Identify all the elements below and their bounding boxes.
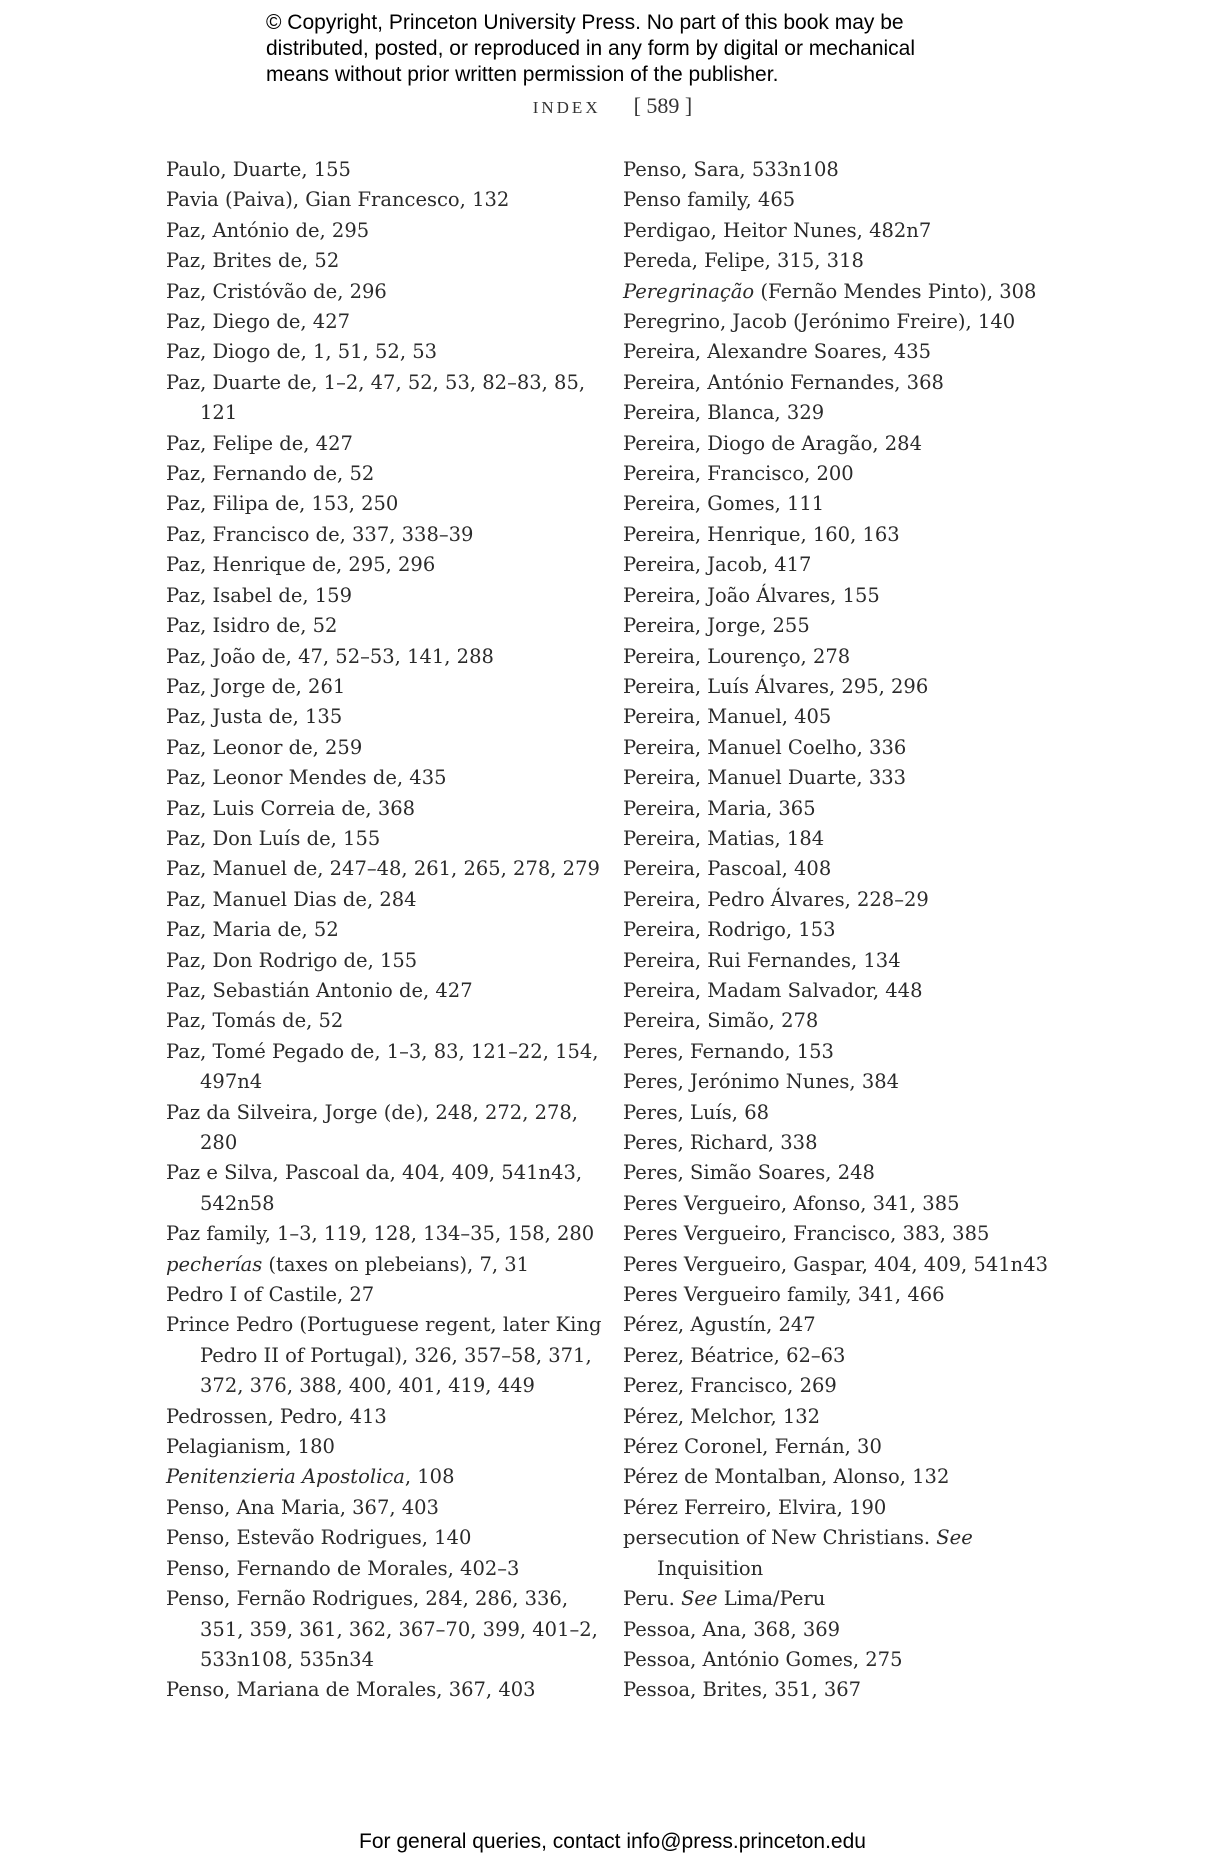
index-entry: [166, 277, 606, 307]
index-entry-text: Peres, Richard, 338: [623, 1131, 818, 1154]
index-entry-text: Perdigao, Heitor Nunes, 482n7: [623, 218, 932, 242]
index-entry: [166, 976, 606, 1006]
index-entry-text: , 108: [404, 1465, 455, 1489]
index-entry-text: Pessoa, Brites, 351, 367: [623, 1678, 862, 1702]
index-entry: [623, 702, 1063, 732]
index-entry-text: Penso, Sara, 533n108: [623, 158, 839, 181]
index-entry: [623, 976, 1063, 1006]
index-entry-text: Paulo, Duarte, 155: [166, 158, 351, 181]
index-entry-text: Paz, Filipa de, 153, 250: [166, 492, 399, 516]
index-entry: [623, 277, 1063, 307]
index-entry-italic: Penitenzieria Apostolica: [166, 1465, 405, 1489]
index-entry-see-target: Inquisition: [657, 1556, 764, 1580]
index-entry: [623, 1310, 1063, 1340]
index-entry: [623, 1675, 1063, 1705]
index-entry-text: Paz, Duarte de, 1–2, 47, 52, 53, 82–83, 85, 121: [166, 370, 586, 425]
index-entry-text: Pessoa, António Gomes, 275: [623, 1647, 903, 1671]
index-entry-text: Prince Pedro (Portuguese regent, later King Pedro II of Portugal), 326, 357–58, 371, 372, 376, 388, 400, 401, 419, 449: [166, 1313, 602, 1398]
index-entry: [623, 1523, 1063, 1584]
index-entry: [166, 1158, 606, 1219]
index-entry-text: Pérez Ferreiro, Elvira, 190: [623, 1495, 887, 1519]
index-entry: [166, 1006, 606, 1036]
index-entry: [623, 1402, 1063, 1432]
index-entry: [623, 155, 1063, 185]
index-entry: [166, 337, 606, 367]
index-entry-text: Pessoa, Ana, 368, 369: [623, 1617, 841, 1641]
index-entry-text: Paz da Silveira, Jorge (de), 248, 272, 278, 280: [166, 1100, 579, 1154]
index-entry: [166, 581, 606, 611]
index-entry: [623, 1280, 1063, 1310]
index-entry: [623, 520, 1063, 550]
index-entry-text: Paz e Silva, Pascoal da, 404, 409, 541n43, 542n58: [166, 1161, 583, 1215]
index-entry: [166, 489, 606, 519]
index-entry: [166, 672, 606, 702]
index-entry: [166, 1675, 606, 1705]
index-entry: [623, 398, 1063, 428]
copyright-line: means without prior written permission of the publisher.: [266, 63, 779, 86]
index-entry: [166, 1493, 606, 1523]
index-entry-text: Pereira, Manuel Duarte, 333: [623, 766, 907, 790]
index-entry: [166, 611, 606, 641]
index-entry-text: Pereda, Felipe, 315, 318: [623, 249, 864, 273]
index-entry-text: Pereira, Matias, 184: [623, 826, 825, 850]
index-entry-italic: pecherías: [166, 1252, 263, 1276]
index-entry-text: Pereira, Blanca, 329: [623, 401, 825, 425]
index-entry-text: Peres Vergueiro family, 341, 466: [623, 1283, 945, 1307]
index-entry-text: Paz, Francisco de, 337, 338–39: [166, 522, 474, 546]
index-entry-text: persecution of New Christians.: [623, 1526, 937, 1550]
index-entry-text: Peregrino, Jacob (Jerónimo Freire), 140: [623, 310, 1016, 334]
index-entry: [166, 459, 606, 489]
index-entry-text: Perez, Francisco, 269: [623, 1374, 837, 1398]
index-entry: [166, 1523, 606, 1553]
index-entry-text: Paz, Leonor de, 259: [166, 735, 363, 759]
index-entry: [623, 946, 1063, 976]
index-entry-text: Paz, Manuel de, 247–48, 261, 265, 278, 279: [166, 857, 600, 881]
index-entry: [623, 642, 1063, 672]
index-entry: [166, 885, 606, 915]
index-entry-text: Pereira, Jorge, 255: [623, 614, 810, 638]
index-entry: [623, 246, 1063, 276]
index-entry: [623, 672, 1063, 702]
index-entry-text: Pedrossen, Pedro, 413: [166, 1404, 387, 1428]
index-entry-text: Penso, Mariana de Morales, 367, 403: [166, 1678, 536, 1702]
index-entry-text: Penso, Fernando de Morales, 402–3: [166, 1556, 520, 1580]
index-entry: [166, 307, 606, 337]
index-entry: [166, 1037, 606, 1098]
index-entry: [166, 1250, 606, 1280]
index-entry-text: Paz, Isabel de, 159: [166, 583, 352, 607]
index-entry: [623, 459, 1063, 489]
index-entry-see-target: Lima/Peru: [717, 1587, 826, 1611]
index-entry: [166, 155, 606, 185]
index-entry: [623, 1037, 1063, 1067]
index-entry-text: Pérez Coronel, Fernán, 30: [623, 1435, 882, 1459]
index-entry: [166, 824, 606, 854]
index-entry-text: Paz, João de, 47, 52–53, 141, 288: [166, 644, 494, 668]
index-entry: [623, 1493, 1063, 1523]
index-entry-text: Pereira, Madam Salvador, 448: [623, 978, 923, 1002]
index-entry-text: Paz, Leonor Mendes de, 435: [166, 766, 447, 790]
index-entry: [166, 1219, 606, 1249]
index-entry-see: See: [936, 1526, 973, 1550]
index-entry-text: Paz family, 1–3, 119, 128, 134–35, 158, 280: [166, 1222, 595, 1246]
index-entry: [623, 1219, 1063, 1249]
index-entry: [166, 1584, 606, 1675]
copyright-line: © Copyright, Princeton University Press. No part of this book may be: [266, 11, 904, 34]
index-entry-text: Pereira, Manuel Coelho, 336: [623, 735, 907, 759]
index-entry: [623, 1584, 1063, 1614]
index-entry-text: Pereira, Henrique, 160, 163: [623, 522, 900, 546]
index-entry-text: Pérez, Melchor, 132: [623, 1404, 821, 1428]
index-entry-text: (taxes on plebeians), 7, 31: [262, 1252, 530, 1276]
index-entry-text: Pereira, Rui Fernandes, 134: [623, 948, 901, 972]
index-entry-text: Paz, Diego de, 427: [166, 310, 351, 334]
index-entry: [623, 763, 1063, 793]
index-entry: [623, 1645, 1063, 1675]
index-entry: [623, 550, 1063, 580]
index-entry-text: Peres Vergueiro, Afonso, 341, 385: [623, 1191, 960, 1215]
index-entry-text: Pérez, Agustín, 247: [623, 1313, 816, 1337]
index-entry: [623, 581, 1063, 611]
index-entry: [166, 368, 606, 429]
index-entry-text: Paz, Cristóvão de, 296: [166, 279, 387, 303]
index-entry: [623, 1158, 1063, 1188]
index-entry-text: Paz, Jorge de, 261: [166, 674, 346, 698]
index-entry: [166, 246, 606, 276]
index-entry: [166, 794, 606, 824]
index-entry: [166, 429, 606, 459]
index-entry: [166, 1402, 606, 1432]
index-entry: [623, 1462, 1063, 1492]
index-entry: [623, 1341, 1063, 1371]
page-number: [ 589 ]: [633, 93, 693, 118]
index-entry-text: Paz, Sebastián Antonio de, 427: [166, 978, 473, 1002]
index-entry-text: Perez, Béatrice, 62–63: [623, 1343, 846, 1367]
index-entry-text: Paz, Justa de, 135: [166, 705, 343, 729]
index-entry-text: Peres, Simão Soares, 248: [623, 1161, 875, 1185]
index-entry: [166, 1432, 606, 1462]
index-entry: [623, 1250, 1063, 1280]
index-entry-text: Peres, Fernando, 153: [623, 1039, 834, 1063]
index-entry-text: Paz, Maria de, 52: [166, 918, 339, 942]
index-entry: [623, 824, 1063, 854]
index-entry-text: Penso, Estevão Rodrigues, 140: [166, 1526, 472, 1550]
index-entry: [623, 733, 1063, 763]
index-entry: [623, 185, 1063, 215]
index-entry: [623, 1006, 1063, 1036]
index-entry: [166, 733, 606, 763]
index-entry-text: Paz, Felipe de, 427: [166, 431, 353, 455]
index-entry: [623, 489, 1063, 519]
index-entry-text: Paz, Tomás de, 52: [166, 1009, 344, 1033]
index-entry: [166, 854, 606, 884]
index-entry: [166, 1554, 606, 1584]
index-entry-text: Paz, Don Rodrigo de, 155: [166, 948, 418, 972]
index-entry: [166, 642, 606, 672]
index-entry-text: Paz, Isidro de, 52: [166, 614, 338, 638]
index-entry-text: Pereira, Rodrigo, 153: [623, 918, 836, 942]
index-entry-text: Pavia (Paiva), Gian Francesco, 132: [166, 188, 510, 212]
index-entry-text: Paz, Manuel Dias de, 284: [166, 887, 417, 911]
index-entry: [623, 1067, 1063, 1097]
index-entry-text: Paz, Brites de, 52: [166, 249, 340, 273]
index-entry: [623, 885, 1063, 915]
index-entry-text: Pereira, Pascoal, 408: [623, 857, 832, 881]
index-entry-text: Penso, Fernão Rodrigues, 284, 286, 336, 351, 359, 361, 362, 367–70, 399, 401–2, 533n108, 535n34: [166, 1587, 598, 1671]
index-entry-text: Pedro I of Castile, 27: [166, 1283, 375, 1307]
index-entry-text: Paz, Fernando de, 52: [166, 462, 375, 486]
index-entry-text: Peres Vergueiro, Gaspar, 404, 409, 541n43: [623, 1252, 1049, 1276]
index-entry: [166, 946, 606, 976]
index-entry-text: Paz, Luis Correia de, 368: [166, 796, 416, 820]
index-entry-text: Paz, Henrique de, 295, 296: [166, 553, 436, 577]
index-entry-text: Pereira, Alexandre Soares, 435: [623, 340, 932, 364]
index-entry-text: Pereira, Francisco, 200: [623, 462, 854, 486]
index-entry-text: Peres Vergueiro, Francisco, 383, 385: [623, 1222, 990, 1246]
index-entry-text: Paz, António de, 295: [166, 218, 370, 242]
index-entry: [623, 1098, 1063, 1128]
index-entry-text: Pérez de Montalban, Alonso, 132: [623, 1465, 950, 1489]
index-entry-italic: Peregrinação: [623, 279, 755, 303]
index-entry: [166, 702, 606, 732]
index-entry: [166, 1462, 606, 1492]
index-entry: [166, 520, 606, 550]
index-entry-text: Peres, Luís, 68: [623, 1100, 770, 1124]
index-entry-see: See: [681, 1587, 718, 1611]
index-entry-text: Pereira, Gomes, 111: [623, 492, 825, 516]
index-entry: [623, 1432, 1063, 1462]
index-entry: [166, 915, 606, 945]
copyright-line: distributed, posted, or reproduced in any form by digital or mechanical: [266, 37, 916, 60]
index-entry: [623, 1615, 1063, 1645]
index-entry-text: Pereira, António Fernandes, 368: [623, 370, 944, 394]
index-entry: [623, 1371, 1063, 1401]
index-entry: [623, 307, 1063, 337]
index-entry-text: Pereira, Luís Álvares, 295, 296: [623, 674, 929, 698]
index-entry-text: Pereira, Jacob, 417: [623, 553, 812, 577]
running-head-label: INDEX: [532, 98, 601, 117]
running-head: [0, 93, 1225, 119]
index-entry: [166, 763, 606, 793]
index-entry: [623, 337, 1063, 367]
footer-contact: For general queries, contact info@press.princeton.edu: [359, 1830, 866, 1853]
index-entry: [166, 1310, 606, 1401]
index-entry-text: Pereira, Lourenço, 278: [623, 644, 851, 668]
index-entry-text: Pereira, Diogo de Aragão, 284: [623, 431, 922, 455]
index-entry-text: Pereira, Simão, 278: [623, 1009, 819, 1033]
index-entry: [166, 216, 606, 246]
index-entry-text: Penso, Ana Maria, 367, 403: [166, 1495, 439, 1519]
index-entry: [166, 1098, 606, 1159]
index-entry: [623, 854, 1063, 884]
index-entry-text: Pereira, Pedro Álvares, 228–29: [623, 887, 929, 911]
index-entry-text: Paz, Don Luís de, 155: [166, 826, 381, 850]
index-entry-text: Paz, Diogo de, 1, 51, 52, 53: [166, 340, 438, 364]
index-entry: [623, 794, 1063, 824]
index-entry: [623, 1189, 1063, 1219]
index-entry-text: Pereira, João Álvares, 155: [623, 583, 880, 607]
index-entry-text: Peru.: [623, 1587, 682, 1611]
index-entry: [623, 368, 1063, 398]
index-entry: [623, 216, 1063, 246]
index-entry: [623, 915, 1063, 945]
index-entry-text: Pereira, Maria, 365: [623, 796, 816, 820]
index-entry-text: (Fernão Mendes Pinto), 308: [754, 279, 1037, 303]
index-column-left: [166, 155, 606, 1706]
index-column-right: [623, 155, 1063, 1706]
index-entry-text: Pelagianism, 180: [166, 1435, 335, 1459]
index-entry: [623, 429, 1063, 459]
index-entry-text: Paz, Tomé Pegado de, 1–3, 83, 121–22, 154, 497n4: [166, 1039, 599, 1094]
copyright-notice: [266, 10, 1046, 88]
index-entry: [166, 185, 606, 215]
index-entry: [623, 611, 1063, 641]
index-entry: [166, 1280, 606, 1310]
index-entry-text: Pereira, Manuel, 405: [623, 705, 832, 729]
index-entry-text: Peres, Jerónimo Nunes, 384: [623, 1070, 900, 1094]
index-entry-text: Penso family, 465: [623, 188, 796, 212]
index-entry: [623, 1128, 1063, 1158]
index-entry: [166, 550, 606, 580]
